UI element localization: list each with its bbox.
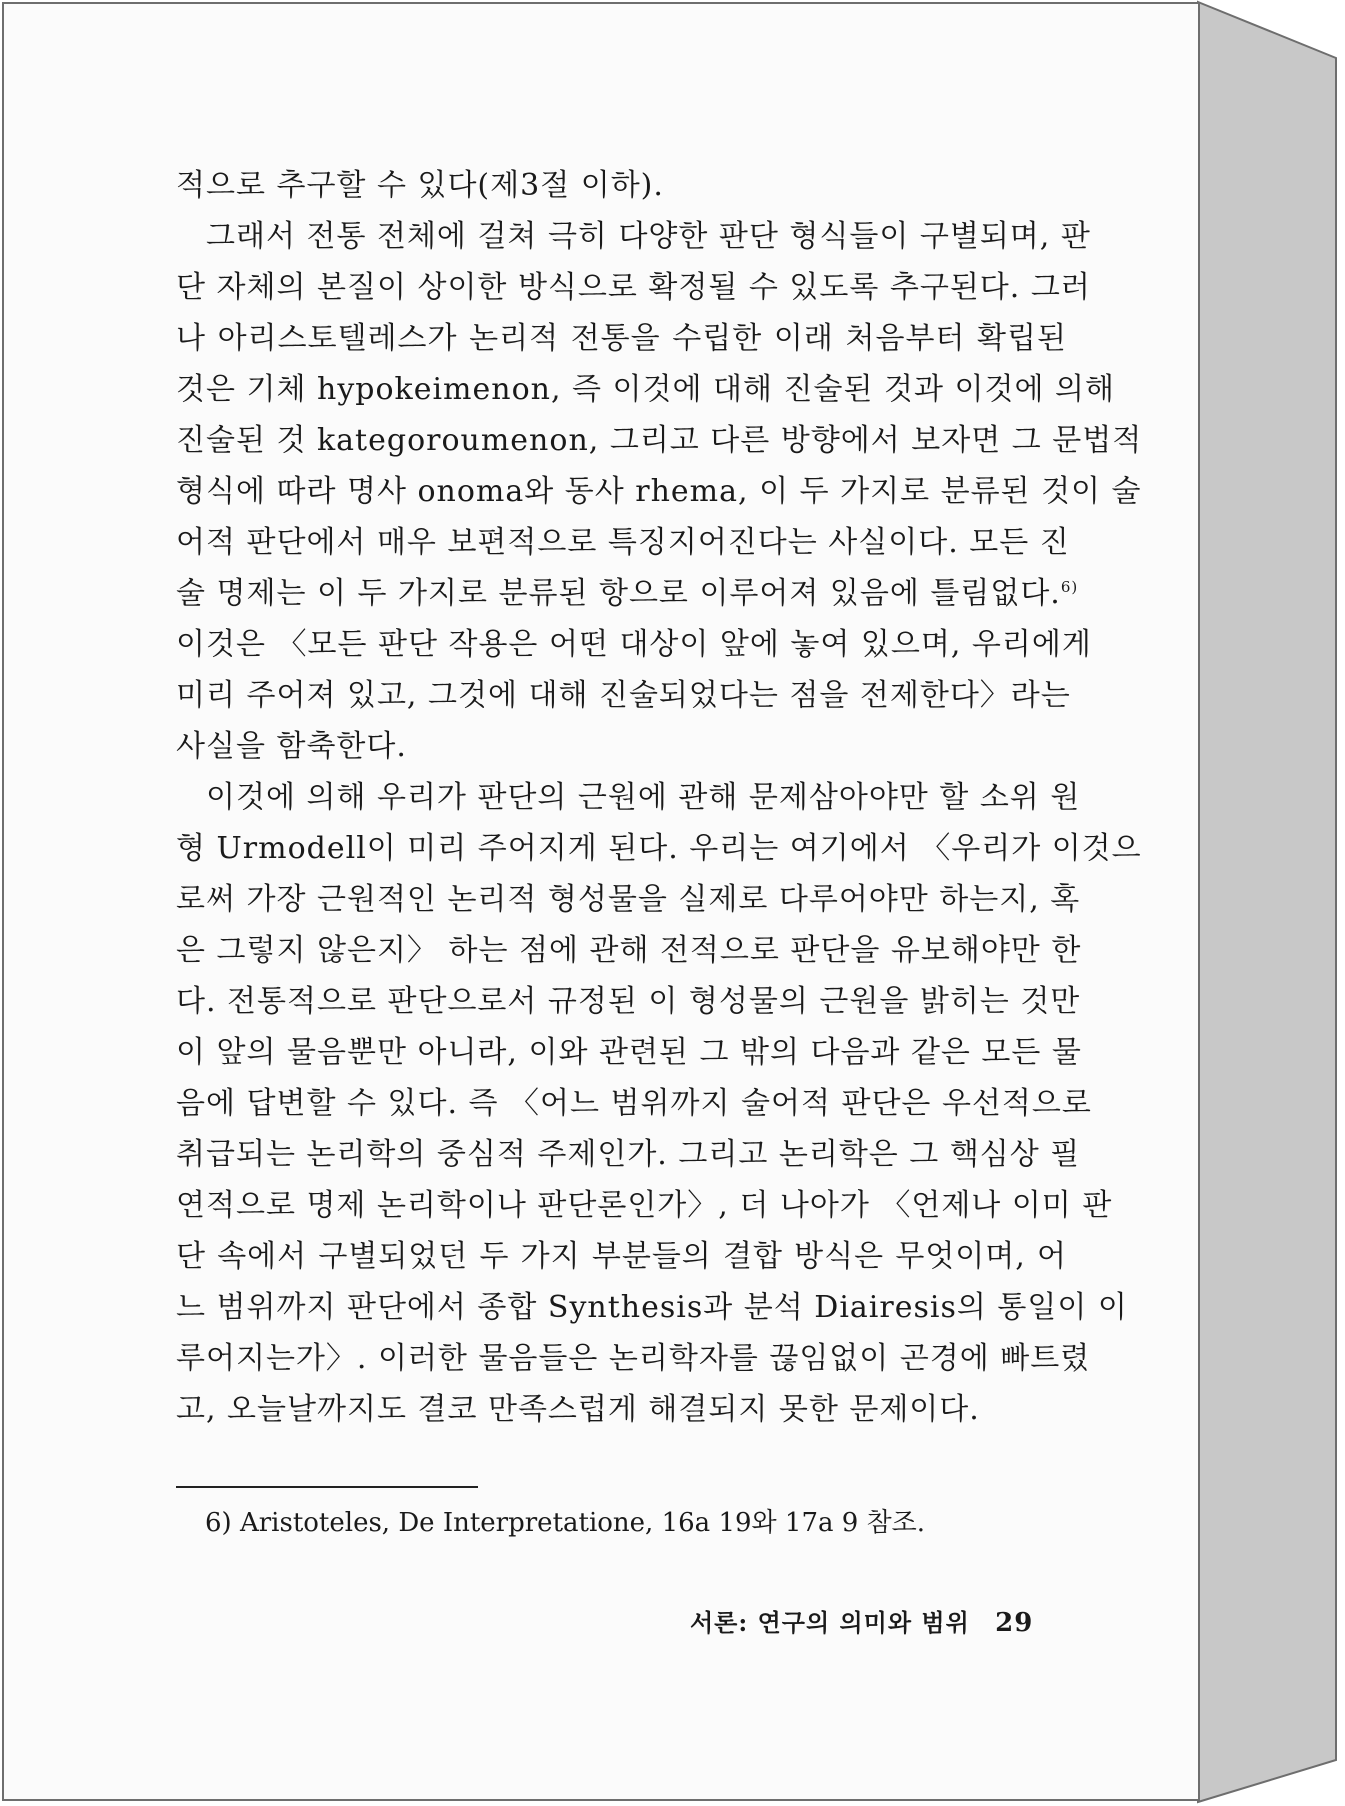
footnote-divider — [176, 1486, 478, 1488]
text-line: 형식에 따라 명사 onoma와 동사 rhema, 이 두 가지로 분류된 것이 술 — [176, 474, 1142, 509]
text-line: 다. 전통적으로 판단으로서 규정된 이 형성물의 근원을 밝히는 것만 — [176, 984, 1081, 1019]
footnote-text: Aristoteles, De Interpretatione, 16a 19와 17a 9 참조. — [239, 1508, 926, 1538]
text-line: 것은 기체 hypokeimenon, 즉 이것에 대해 진술된 것과 이것에 의해 — [176, 372, 1115, 407]
text-line: 나 아리스토텔레스가 논리적 전통을 수립한 이래 처음부터 확립된 — [176, 321, 1067, 356]
text-line: 이것에 의해 우리가 판단의 근원에 관해 문제삼아야만 할 소위 원 — [206, 780, 1081, 815]
text-line-with-footnote — [176, 568, 1079, 619]
text-line: 어적 판단에서 매우 보편적으로 특징지어진다는 사실이다. 모든 진 — [176, 525, 1070, 560]
text-line: 진술된 것 kategoroumenon, 그리고 다른 방향에서 보자면 그 문법적 — [176, 423, 1143, 458]
text-line: 단 자체의 본질이 상이한 방식으로 확정될 수 있도록 추구된다. 그러 — [176, 270, 1091, 305]
text-line: 연적으로 명제 논리학이나 판단론인가〉, 더 나아가 〈언제나 이미 판 — [176, 1188, 1113, 1223]
text-line: 적으로 추구할 수 있다(제3절 이하). — [176, 168, 664, 203]
text-line: 은 그렇지 않은지〉 하는 점에 관해 전적으로 판단을 유보해야만 한 — [176, 933, 1082, 968]
text-line: 이것은 〈모든 판단 작용은 어떤 대상이 앞에 놓여 있으며, 우리에게 — [176, 627, 1092, 662]
footnote — [205, 1503, 925, 1543]
text-line: 느 범위까지 판단에서 종합 Synthesis과 분석 Diairesis의 통일이 이 — [176, 1290, 1128, 1325]
text-line: 그래서 전통 전체에 걸쳐 극히 다양한 판단 형식들이 구별되며, 판 — [206, 219, 1091, 254]
text-line: 단 속에서 구별되었던 두 가지 부분들의 결합 방식은 무엇이며, 어 — [176, 1239, 1067, 1274]
text-line: 루어지는가〉. 이러한 물음들은 논리학자를 끊임없이 곤경에 빠트렸 — [176, 1341, 1091, 1376]
text-line: 음에 답변할 수 있다. 즉 〈어느 범위까지 술어적 판단은 우선적으로 — [176, 1086, 1092, 1121]
page-number: 29 — [995, 1608, 1034, 1638]
text-line: 고, 오늘날까지도 결코 만족스럽게 해결되지 못한 문제이다. — [176, 1392, 980, 1427]
footnote-reference: 6) — [1060, 578, 1079, 596]
chapter-title: 서론: 연구의 의미와 범위 — [690, 1608, 970, 1637]
text-line: 미리 주어져 있고, 그것에 대해 진술되었다는 점을 전제한다〉라는 — [176, 678, 1071, 713]
text-line: 형 Urmodell이 미리 주어지게 된다. 우리는 여기에서 〈우리가 이것으 — [176, 831, 1142, 866]
body-text — [176, 160, 1143, 1435]
text-line: 취급되는 논리학의 중심적 주제인가. 그리고 논리학은 그 핵심상 필 — [176, 1137, 1081, 1172]
text-line: 이 앞의 물음뿐만 아니라, 이와 관련된 그 밖의 다음과 같은 모든 물 — [176, 1035, 1082, 1070]
text-line: 사실을 함축한다. — [176, 729, 407, 764]
text-line-content: 술 명제는 이 두 가지로 분류된 항으로 이루어져 있음에 틀림없다. — [176, 576, 1061, 611]
text-line: 로써 가장 근원적인 논리적 형성물을 실제로 다루어야만 하는지, 혹 — [176, 882, 1081, 917]
running-footer — [690, 1603, 1033, 1638]
footnote-marker: 6) — [205, 1508, 232, 1538]
